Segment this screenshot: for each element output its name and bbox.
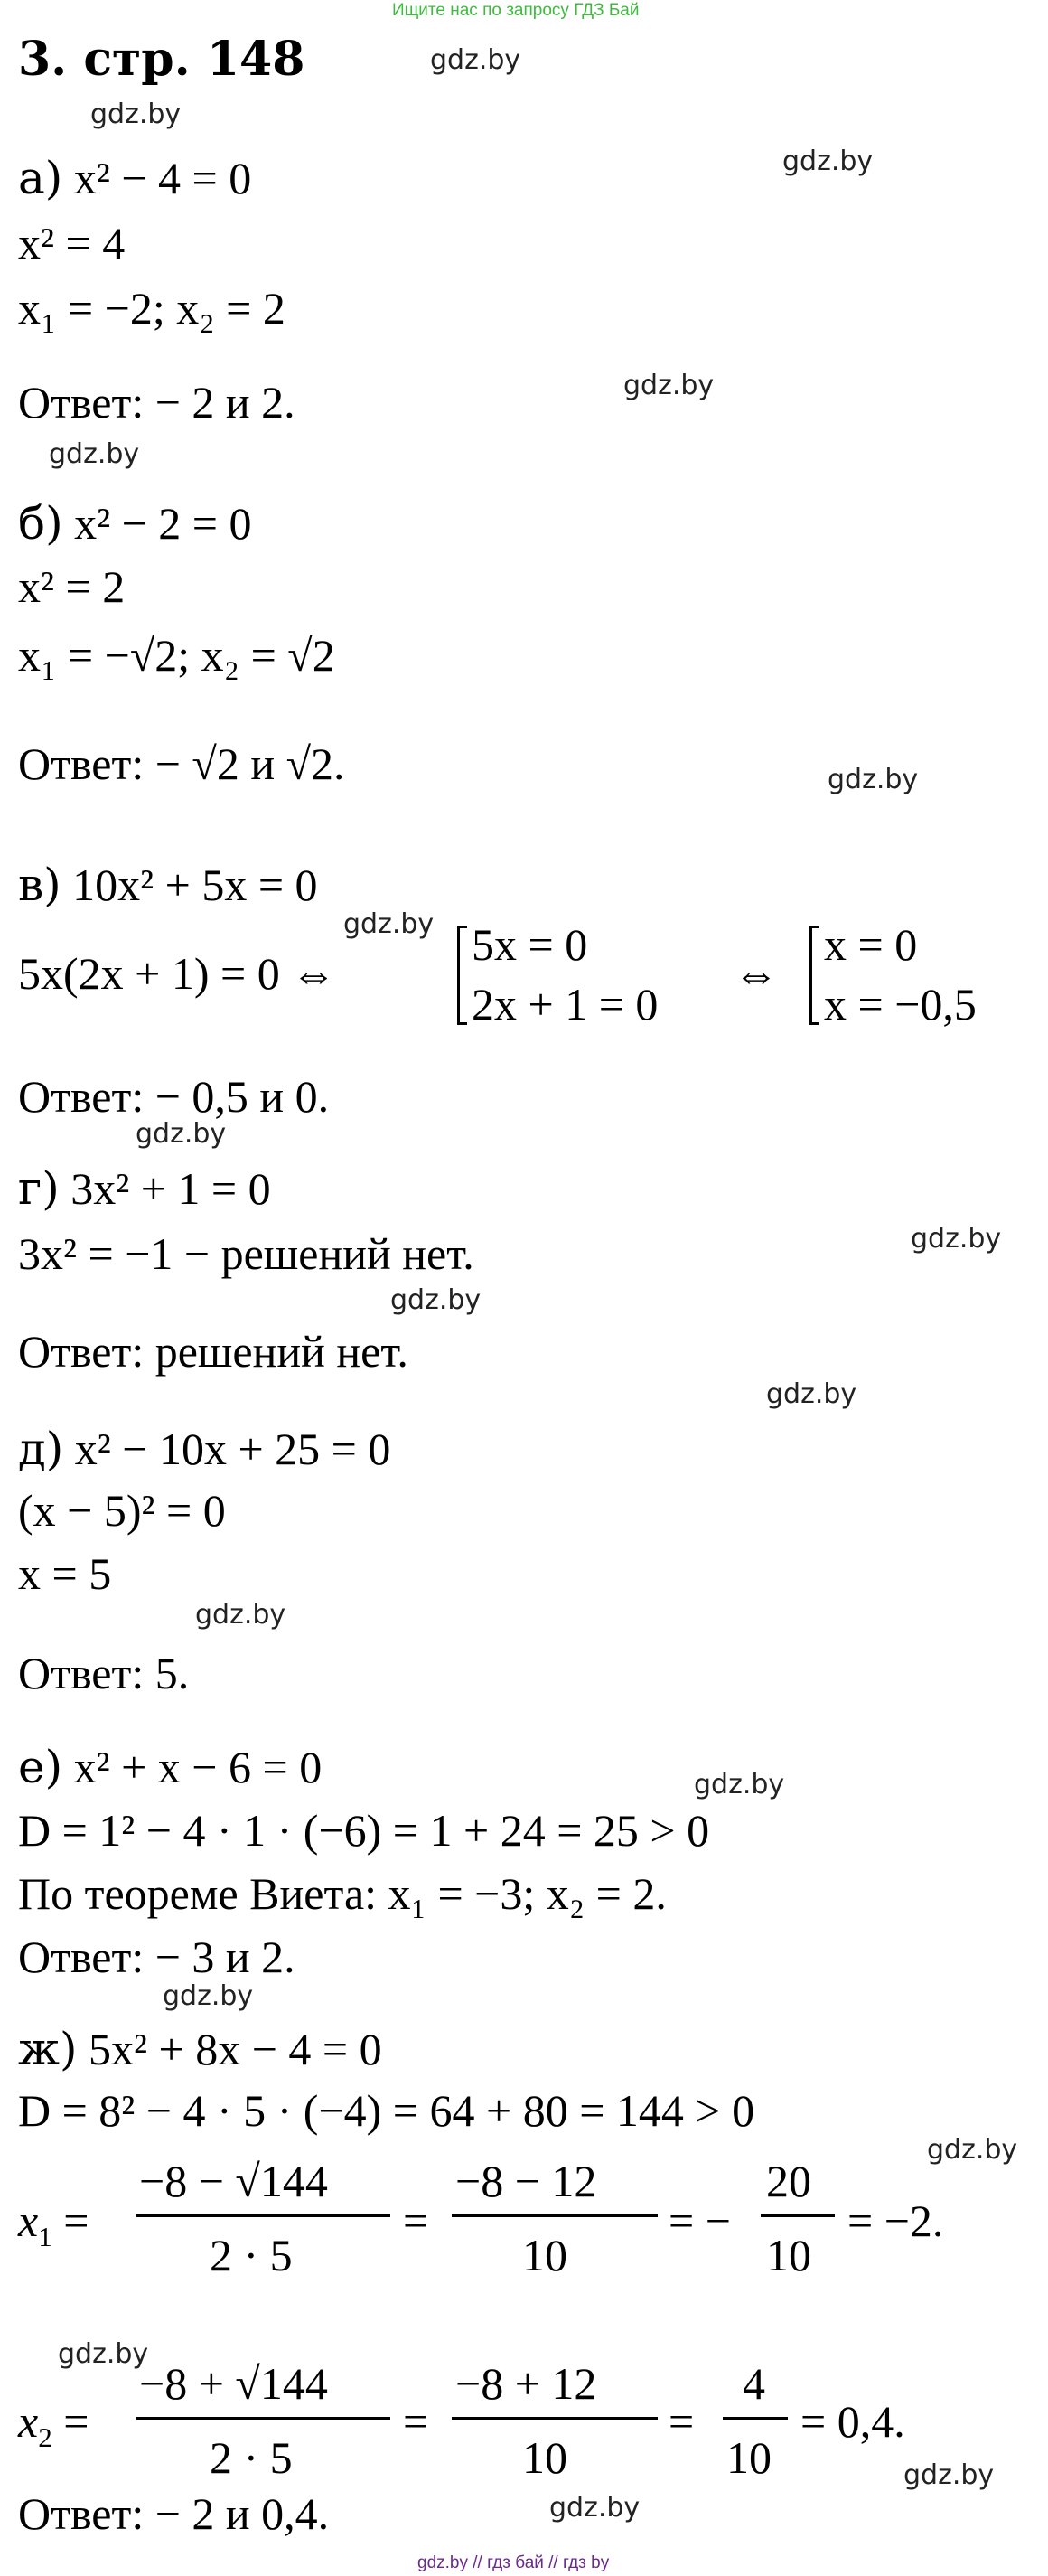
x1-frac3-denominator: 10 [766,2230,811,2280]
part-a-step1: x² = 4 [18,218,126,268]
x1-frac3-numerator: 20 [766,2156,811,2206]
part-e-vieta: По теореме Виета: x₁ = −3; x₂ = 2. [18,1868,667,1919]
part-a-answer: Ответ: − 2 и 2. [18,377,295,428]
top-search-link[interactable]: Ищите нас по запросу ГДЗ Бай [392,1,640,20]
part-v-equivalence: ⇔ [734,948,779,999]
x1-label: $x_1$ = [18,2195,89,2252]
watermark: gdz.by [195,1599,286,1631]
fraction-bar [452,2417,658,2420]
equals-sign: = [669,2396,695,2447]
watermark: gdz.by [766,1378,857,1410]
watermark: gdz.by [136,1118,227,1150]
watermark: gdz.by [163,1980,254,2012]
part-a-roots: x₁ = −2; x₂ = 2 [18,283,285,334]
watermark: gdz.by [927,2134,1018,2166]
watermark: gdz.by [782,146,874,177]
part-b-equation: б) x² − 2 = 0 [18,497,252,550]
system-bracket [457,926,467,1025]
x2-frac1-denominator: 2 · 5 [210,2432,293,2483]
equals-sign: = [403,2195,429,2246]
part-v-answer: Ответ: − 0,5 и 0. [18,1071,330,1122]
part-a-equation: а) x² − 4 = 0 [18,152,252,204]
x1-frac2-numerator: −8 − 12 [455,2156,597,2206]
watermark: gdz.by [694,1769,785,1800]
fraction-bar [452,2214,658,2217]
x2-frac1-numerator: −8 + √144 [139,2358,328,2409]
x2-label: $x_2$ = [18,2396,89,2453]
part-v-system1-line1: 5x = 0 [472,919,588,970]
exercise-title: 3. стр. 148 [18,32,305,87]
part-v-factored: 5x(2x + 1) = 0 ⇔ [18,948,337,999]
x2-frac2-denominator: 10 [522,2432,567,2483]
part-zh-answer: Ответ: − 2 и 0,4. [18,2488,330,2539]
part-b-roots: x₁ = −√2; x₂ = √2 [18,630,335,681]
part-d-equation: д) x² − 10x + 25 = 0 [18,1423,391,1475]
watermark: gdz.by [49,438,140,470]
x2-frac2-numerator: −8 + 12 [455,2358,597,2409]
x2-frac3-numerator: 4 [743,2358,765,2409]
part-b-answer: Ответ: − √2 и √2. [18,738,345,789]
part-g-equation: г) 3x² + 1 = 0 [18,1162,271,1215]
x1-frac1-numerator: −8 − √144 [139,2156,328,2206]
fraction-bar [761,2214,835,2217]
part-v-system2-line2: x = −0,5 [824,979,977,1029]
equals-minus: = − [669,2195,731,2246]
x1-frac2-denominator: 10 [522,2230,567,2280]
x1-frac1-denominator: 2 · 5 [210,2230,293,2280]
watermark: gdz.by [58,2338,149,2370]
x2-result: = 0,4. [800,2396,905,2447]
fraction-bar [723,2417,788,2420]
watermark: gdz.by [549,2492,641,2524]
part-b-step1: x² = 2 [18,561,126,612]
fraction-bar [136,2214,390,2217]
watermark: gdz.by [90,99,182,130]
part-zh-equation: ж) 5x² + 8x − 4 = 0 [18,2023,382,2075]
part-d-step2: x = 5 [18,1548,112,1599]
watermark: gdz.by [343,908,435,940]
part-e-discriminant: D = 1² − 4 · 1 · (−6) = 1 + 24 = 25 > 0 [18,1805,710,1856]
part-g-step1: 3x² = −1 − решений нет. [18,1228,474,1279]
part-g-answer: Ответ: решений нет. [18,1326,408,1377]
watermark: gdz.by [623,370,715,401]
part-e-equation: е) x² + x − 6 = 0 [18,1741,323,1793]
watermark: gdz.by [828,764,919,795]
part-d-answer: Ответ: 5. [18,1648,190,1698]
part-e-answer: Ответ: − 3 и 2. [18,1932,295,1982]
part-v-system1-line2: 2x + 1 = 0 [472,979,659,1029]
watermark: gdz.by [430,44,521,76]
part-v-system2-line1: x = 0 [824,919,918,970]
equals-sign: = [403,2396,429,2447]
watermark: gdz.by [390,1284,482,1316]
x1-result: = −2. [847,2195,944,2246]
part-v-equation: в) 10x² + 5x = 0 [18,859,318,911]
watermark: gdz.by [911,1223,1002,1255]
part-zh-discriminant: D = 8² − 4 · 5 · (−4) = 64 + 80 = 144 > 0 [18,2085,755,2136]
fraction-bar [136,2417,390,2420]
watermark: gdz.by [903,2459,995,2491]
part-d-step1: (x − 5)² = 0 [18,1485,226,1536]
x2-frac3-denominator: 10 [726,2432,772,2483]
bottom-site-link[interactable]: gdz.by // гдз бай // гдз by [417,2553,610,2572]
system-bracket [809,926,819,1025]
